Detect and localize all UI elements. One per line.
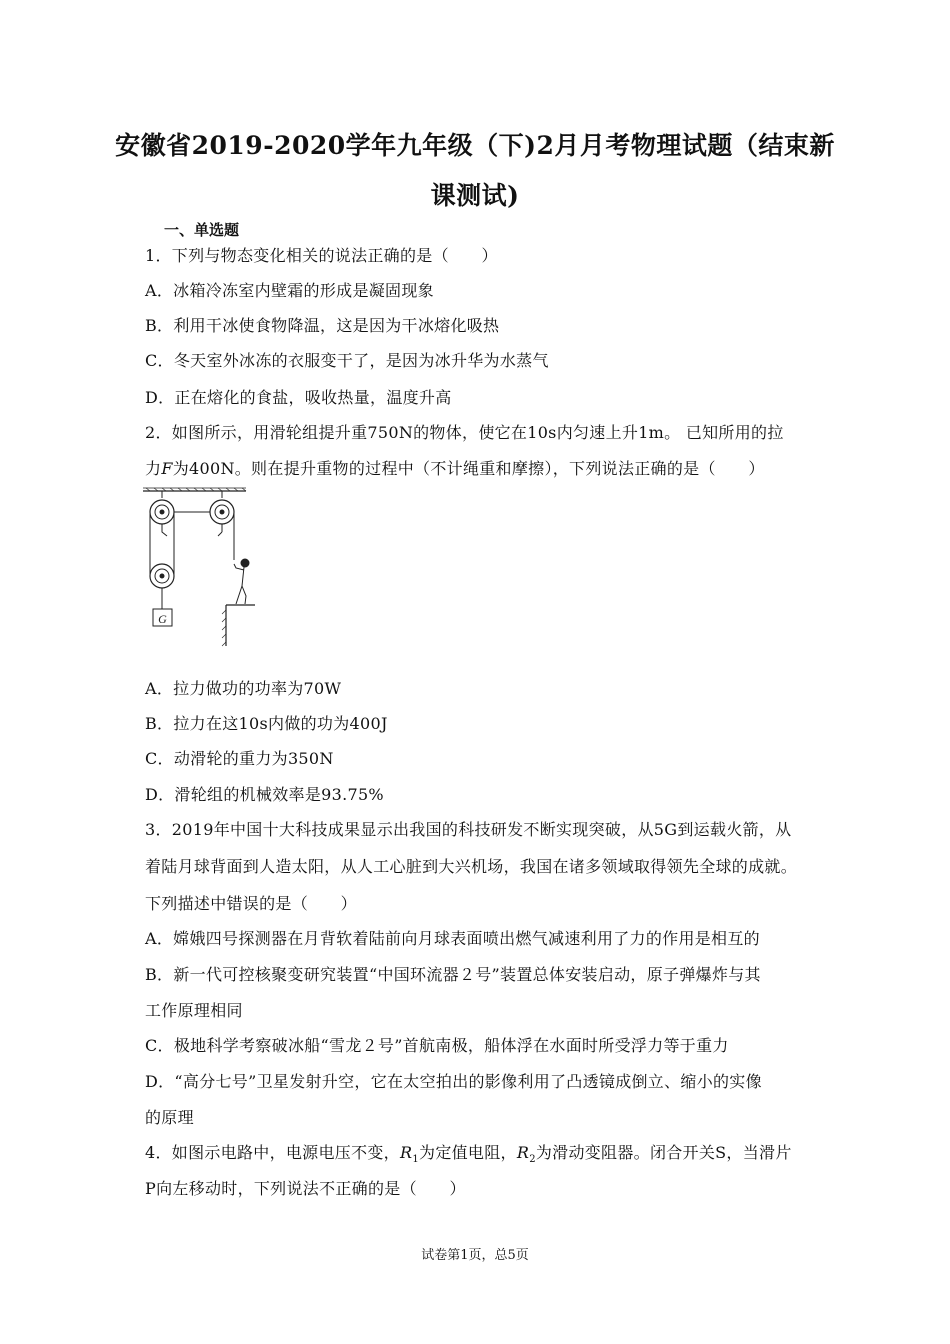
page-footer: 试卷第1页，总5页 bbox=[421, 1248, 529, 1263]
q1-option-c: C．冬天室外冰冻的衣服变干了，是因为冰升华为水蒸气 bbox=[145, 351, 549, 370]
q2-stem-text-2: 为400N。则在提升重物的过程中（不计绳重和摩擦），下列说法正确的是（ ） bbox=[172, 459, 765, 478]
r1-variable: R bbox=[399, 1143, 413, 1162]
q2-stem-line-2 bbox=[145, 456, 765, 479]
fixed-pulley-left bbox=[150, 491, 174, 524]
ropes bbox=[150, 512, 234, 609]
q4-stem-text-3: 为滑动变阻器。闭合开关S，当滑片 bbox=[535, 1143, 792, 1162]
movable-pulley bbox=[150, 564, 174, 588]
person-figure bbox=[234, 559, 249, 604]
platform bbox=[222, 605, 255, 646]
q3-option-c: C．极地科学考察破冰船“雪龙２号”首航南极，船体浮在水面时所受浮力等于重力 bbox=[145, 1036, 729, 1055]
fixed-pulley-right bbox=[210, 491, 234, 524]
q2-option-d: D．滑轮组的机械效率是93.75% bbox=[145, 785, 384, 804]
q3-option-a: A．嫦娥四号探测器在月背软着陆前向月球表面喷出燃气减速利用了力的作用是相互的 bbox=[145, 929, 760, 948]
r1-subscript: 1 bbox=[412, 1154, 420, 1166]
q3-option-b-line-2: 工作原理相同 bbox=[145, 1001, 243, 1020]
q3-option-b-line-1: B．新一代可控核聚变研究装置“中国环流器２号”装置总体安装启动，原子弹爆炸与其 bbox=[145, 965, 761, 984]
q2-option-b: B．拉力在这10s内做的功为400J bbox=[145, 714, 388, 733]
q4-stem-text-2: 为定值电阻， bbox=[419, 1143, 517, 1162]
q3-stem-line-3: 下列描述中错误的是（ ） bbox=[145, 894, 357, 913]
pulley-system-diagram bbox=[140, 484, 255, 649]
section-heading: 一、单选题 bbox=[164, 221, 240, 239]
q2-option-a: A．拉力做功的功率为70W bbox=[145, 679, 342, 698]
q1-option-a: A．冰箱冷冻室内壁霜的形成是凝固现象 bbox=[145, 281, 434, 300]
q3-stem-line-1: 3．2019年中国十大科技成果显示出我国的科技研发不断实现突破，从5G到运载火箭，从 bbox=[145, 820, 792, 839]
page-title-line-2: 课测试) bbox=[430, 181, 520, 210]
weight-block bbox=[153, 609, 172, 626]
q2-option-c: C．动滑轮的重力为350N bbox=[145, 749, 334, 768]
q4-stem-line-1 bbox=[145, 1140, 792, 1165]
weight-label: G bbox=[158, 612, 167, 626]
q2-stem-line-1: 2．如图所示，用滑轮组提升重750N的物体，使它在10s内匀速上升1m。 已知所用的拉 bbox=[145, 423, 784, 442]
page-title-line-1: 安徽省2019-2020学年九年级（下)2月月考物理试题（结束新 bbox=[115, 131, 835, 160]
force-variable: F bbox=[161, 459, 173, 478]
q1-option-d: D．正在熔化的食盐，吸收热量，温度升高 bbox=[145, 388, 452, 407]
q3-option-d-line-2: 的原理 bbox=[145, 1108, 194, 1127]
q2-stem-text: 力 bbox=[145, 459, 162, 478]
ceiling-beam bbox=[143, 488, 246, 491]
q3-option-d-line-1: D．“高分七号”卫星发射升空，它在太空拍出的影像利用了凸透镜成倒立、缩小的实像 bbox=[145, 1072, 762, 1091]
q4-stem-line-2: P向左移动时，下列说法不正确的是（ ） bbox=[145, 1179, 466, 1198]
r2-subscript: 2 bbox=[529, 1154, 536, 1166]
q4-stem-text: 4．如图示电路中，电源电压不变， bbox=[145, 1143, 400, 1162]
q3-stem-line-2: 着陆月球背面到人造太阳，从人工心脏到大兴机场，我国在诸多领域取得领先全球的成就。 bbox=[145, 857, 798, 876]
r2-variable: R bbox=[516, 1143, 530, 1162]
q1-option-b: B．利用干冰使食物降温，这是因为干冰熔化吸热 bbox=[145, 316, 500, 335]
q1-stem: 1．下列与物态变化相关的说法正确的是（ ） bbox=[145, 246, 498, 265]
